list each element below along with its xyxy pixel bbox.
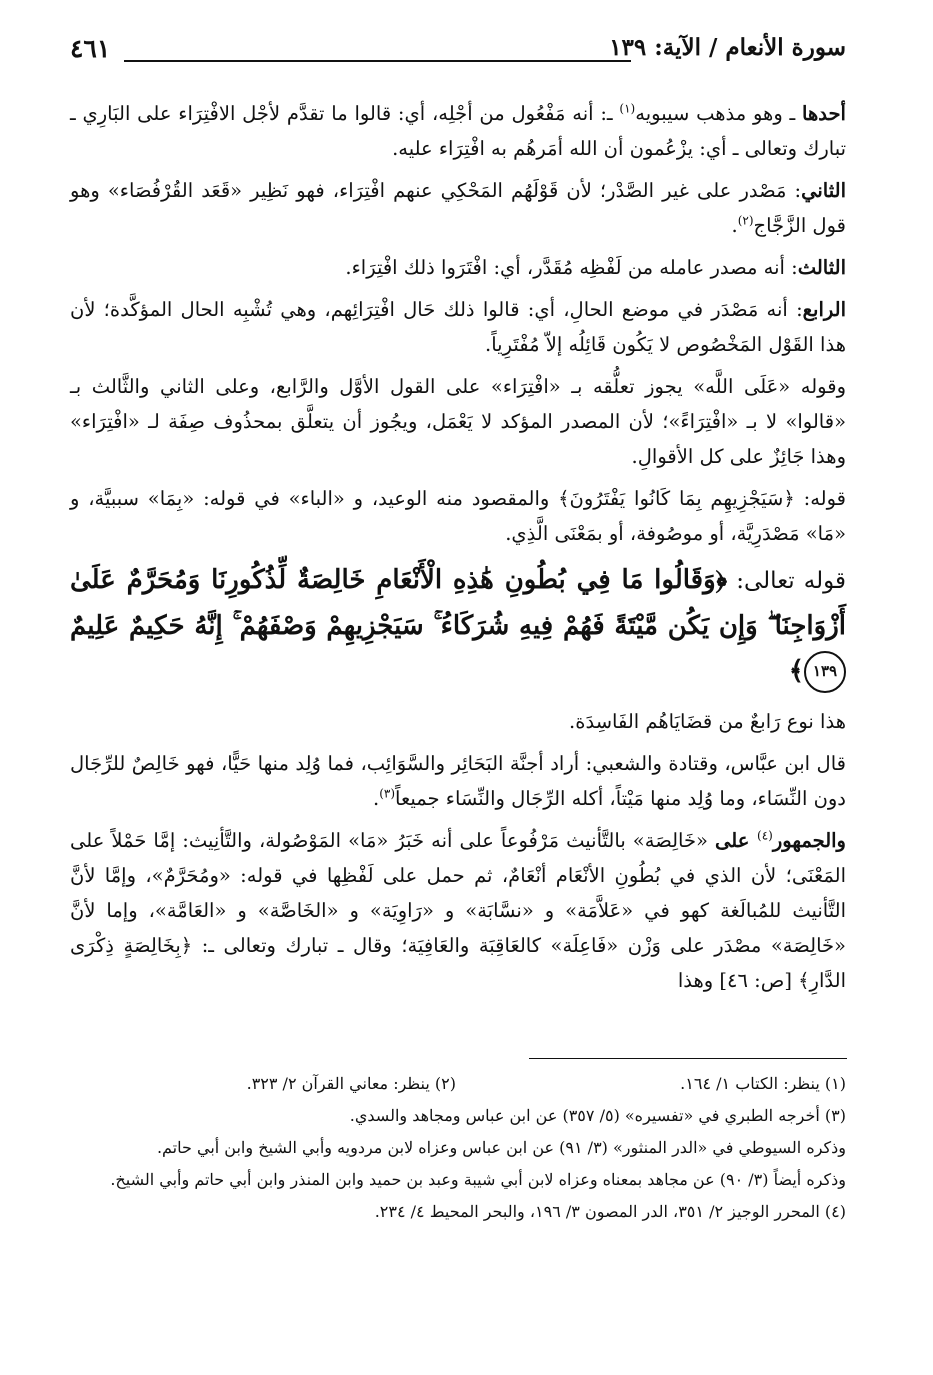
main-text	[70, 96, 846, 1005]
footnote-4: (٤) المحرر الوجيز ٢/ ٣٥١، الدر المصون ٣/ ١٩٦، والبحر المحيط ٤/ ٢٣٤.	[374, 1202, 846, 1221]
footnote-ref[interactable]: (٤)	[757, 828, 773, 843]
footnotes	[70, 1070, 846, 1230]
paragraph-first	[70, 96, 846, 166]
footnote-3-mujahid: وذكره أيضاً (٣/ ٩٠) عن مجاهد بمعناه وعزاه لابن أبي شيبة وعبد بن حميد وابن المنذر وابن أبي حاتم وأبي الشيخ.	[110, 1170, 846, 1189]
paragraph-label: الثاني	[801, 179, 846, 202]
footnote-separator	[529, 1058, 847, 1059]
paragraph-text: .	[372, 787, 380, 810]
footnote-1: (١) ينظر: الكتاب ١/ ١٦٤.	[680, 1074, 846, 1093]
page-number: ٤٦١	[70, 34, 111, 63]
footnote-row	[70, 1070, 846, 1098]
paragraph-label: على	[715, 829, 758, 852]
footnote-3: (٣) أخرجه الطبري في «تفسيره» (٥/ ٣٥٧) عن ابن عباس ومجاهد والسدي.	[349, 1106, 846, 1125]
footnote-ref[interactable]: (٣)	[379, 786, 396, 801]
paragraph-text: قال ابن عبَّاس، وقتادة والشعبي: أراد أجنَّة البَحَائِر والسَّوَائِب، فما وُلِد منها حَيًّا، فهو خَالِصٌ للرِّجَال دون النِّسَاء، وما وُلِد منها مَيْتاً، أكله الرِّجَال والنِّسَاء جميعاً	[70, 752, 846, 810]
paragraph-fourth	[70, 292, 846, 362]
paragraph-text: : أنه مَصْدَر في موضع الحالِ، أي: قالوا ذلك حَال افْتِرَائِهم، وهي تُشْبِه الحال المؤكَّدة؛ لأن هذا القَوْل المَخْصُوص لا يَكُون قَائِلُه إلاّ مُفْتَرِياً.	[70, 298, 846, 356]
paragraph-text: : أنه مصدر عامله من لَفْظِه مُقَدَّر، أي: افْتَرَوا ذلك افْتِرَاء.	[345, 256, 798, 279]
paragraph-fourth-type: هذا نوع رَابعٌ من قضَايَاهُم الفَاسِدَة.	[569, 710, 846, 733]
verse-lead: قوله تعالى:	[727, 568, 846, 594]
surah-title: سورة الأنعام / الآية: ١٣٩	[609, 34, 846, 61]
paragraph-third	[70, 250, 846, 285]
paragraph-text: ـ: أنه مَفْعُول من أجْلِه، أي: قالوا ما تقدَّم لأجْل الافْتِرَاء على البَارِي ـ تبارك وتعالى ـ أي: يزْعُمون أن الله أمَرهُم به افْتِرَاء عليه.	[70, 102, 846, 160]
footnote-ref[interactable]: (١)	[619, 101, 636, 116]
header-rule	[124, 60, 631, 62]
footnote-2: (٢) ينظر: معاني القرآن ٢/ ٣٢٣.	[246, 1074, 456, 1093]
paragraph-label: أحدها	[802, 102, 846, 125]
paragraph-ibn-abbas	[70, 746, 846, 816]
footnote-ref[interactable]: (٢)	[737, 213, 754, 228]
paragraph-sayajzihim: قوله: ﴿سَيَجْزِيهِم بِمَا كَانُوا يَفْتَرُونَ﴾ والمقصود منه الوعيد، و «الباء» في قوله: «بِمَا» سببيَّة، و «مَا» مَصْدَرِيَّة، أو موصُوفة، أو بمَعْنَى الَّذِي.	[70, 487, 846, 545]
paragraph-text: ـ وهو مذهب سيبويه	[635, 102, 803, 125]
verse-close: ﴾	[788, 656, 804, 686]
paragraph-second	[70, 173, 846, 243]
paragraph-text: «خَالِصَة» بالتَّأنيث مَرْفُوعاً على أنه خَبَرُ «مَا» المَوْصُولة، والتَّأنِيث: إمَّا حَمْلاً على المَعْنَى؛ لأن الذي في بُطُونِ الأنْعَام أنْعَامٌ، ثم حمل على لَفْظِها في قوله: «ومُحَرَّمٌ»، وإمَّا لأنَّ التَّأنيث للمُبالَغة كهو في «عَلاَّمَة» و «نسَّابَة» و «رَاوِيَة» و «الخَاصَّة» و «العَامَّة»، وإما لأنَّ «خَالِصَة» مصْدَر على وَزْن «فَاعِلَة» كالعَاقِبَة والعَافِيَة؛ وقال ـ تبارك وتعالى ـ: ﴿بِخَالِصَةٍ ذِكْرَى الدَّارِ﴾ [ص: ٤٦] وهذا	[70, 829, 846, 992]
verse-text: ﴿وَقَالُوا مَا فِي بُطُونِ هَٰذِهِ الْأَنْعَامِ خَالِصَةٌ لِّذُكُورِنَا وَمُحَرَّمٌ عَلَىٰ أَزْوَاجِنَا ۖ وَإِن يَكُن مَّيْتَةً فَهُمْ فِيهِ شُرَكَاءُ ۚ سَيَجْزِيهِمْ وَصْفَهُمْ ۚ إِنَّهُ حَكِيمٌ عَلِيمٌ	[70, 565, 846, 641]
page-header	[70, 30, 846, 70]
paragraph-ala-allah: وقوله «عَلَى اللَّه» يجوز تعلُّقه بـ «افْتِرَاء» على القول الأوَّل والرَّابع، وعلى الثاني والثَّالث بـ «قالوا» لا بـ «افْتِرَاءً»؛ لأن المصدر المؤكد لا يَعْمَل، ويجُوز أن يتعلَّق بمحذُوف صِفَة لـ «افْتِرَاء» وهذا جَائِزٌ على كل الأقوالِ.	[70, 375, 846, 468]
footnote-3-suyuti: وذكره السيوطي في «الدر المنثور» (٣/ ٩١) عن ابن عباس وعزاه لابن مردويه وأبي الشيخ وابن أبي حاتم.	[156, 1138, 846, 1157]
ayah-number-icon: ١٣٩	[804, 651, 846, 693]
paragraph-text: : مَصْدر على غير الصَّدْر؛ لأن قَوْلَهُم المَحْكِي عنهم افْتِرَاء، فهو نَظِير «قَعَد القُرْفُصَاء» وهو قول الزَّجَّاج	[70, 179, 846, 237]
paragraph-label: الرابع	[802, 298, 846, 321]
paragraph-jumhur	[70, 823, 846, 998]
paragraph-label: والجمهور	[772, 829, 846, 852]
paragraph-text: .	[731, 214, 738, 237]
quran-verse	[70, 558, 846, 694]
paragraph-label: الثالث	[797, 256, 846, 279]
